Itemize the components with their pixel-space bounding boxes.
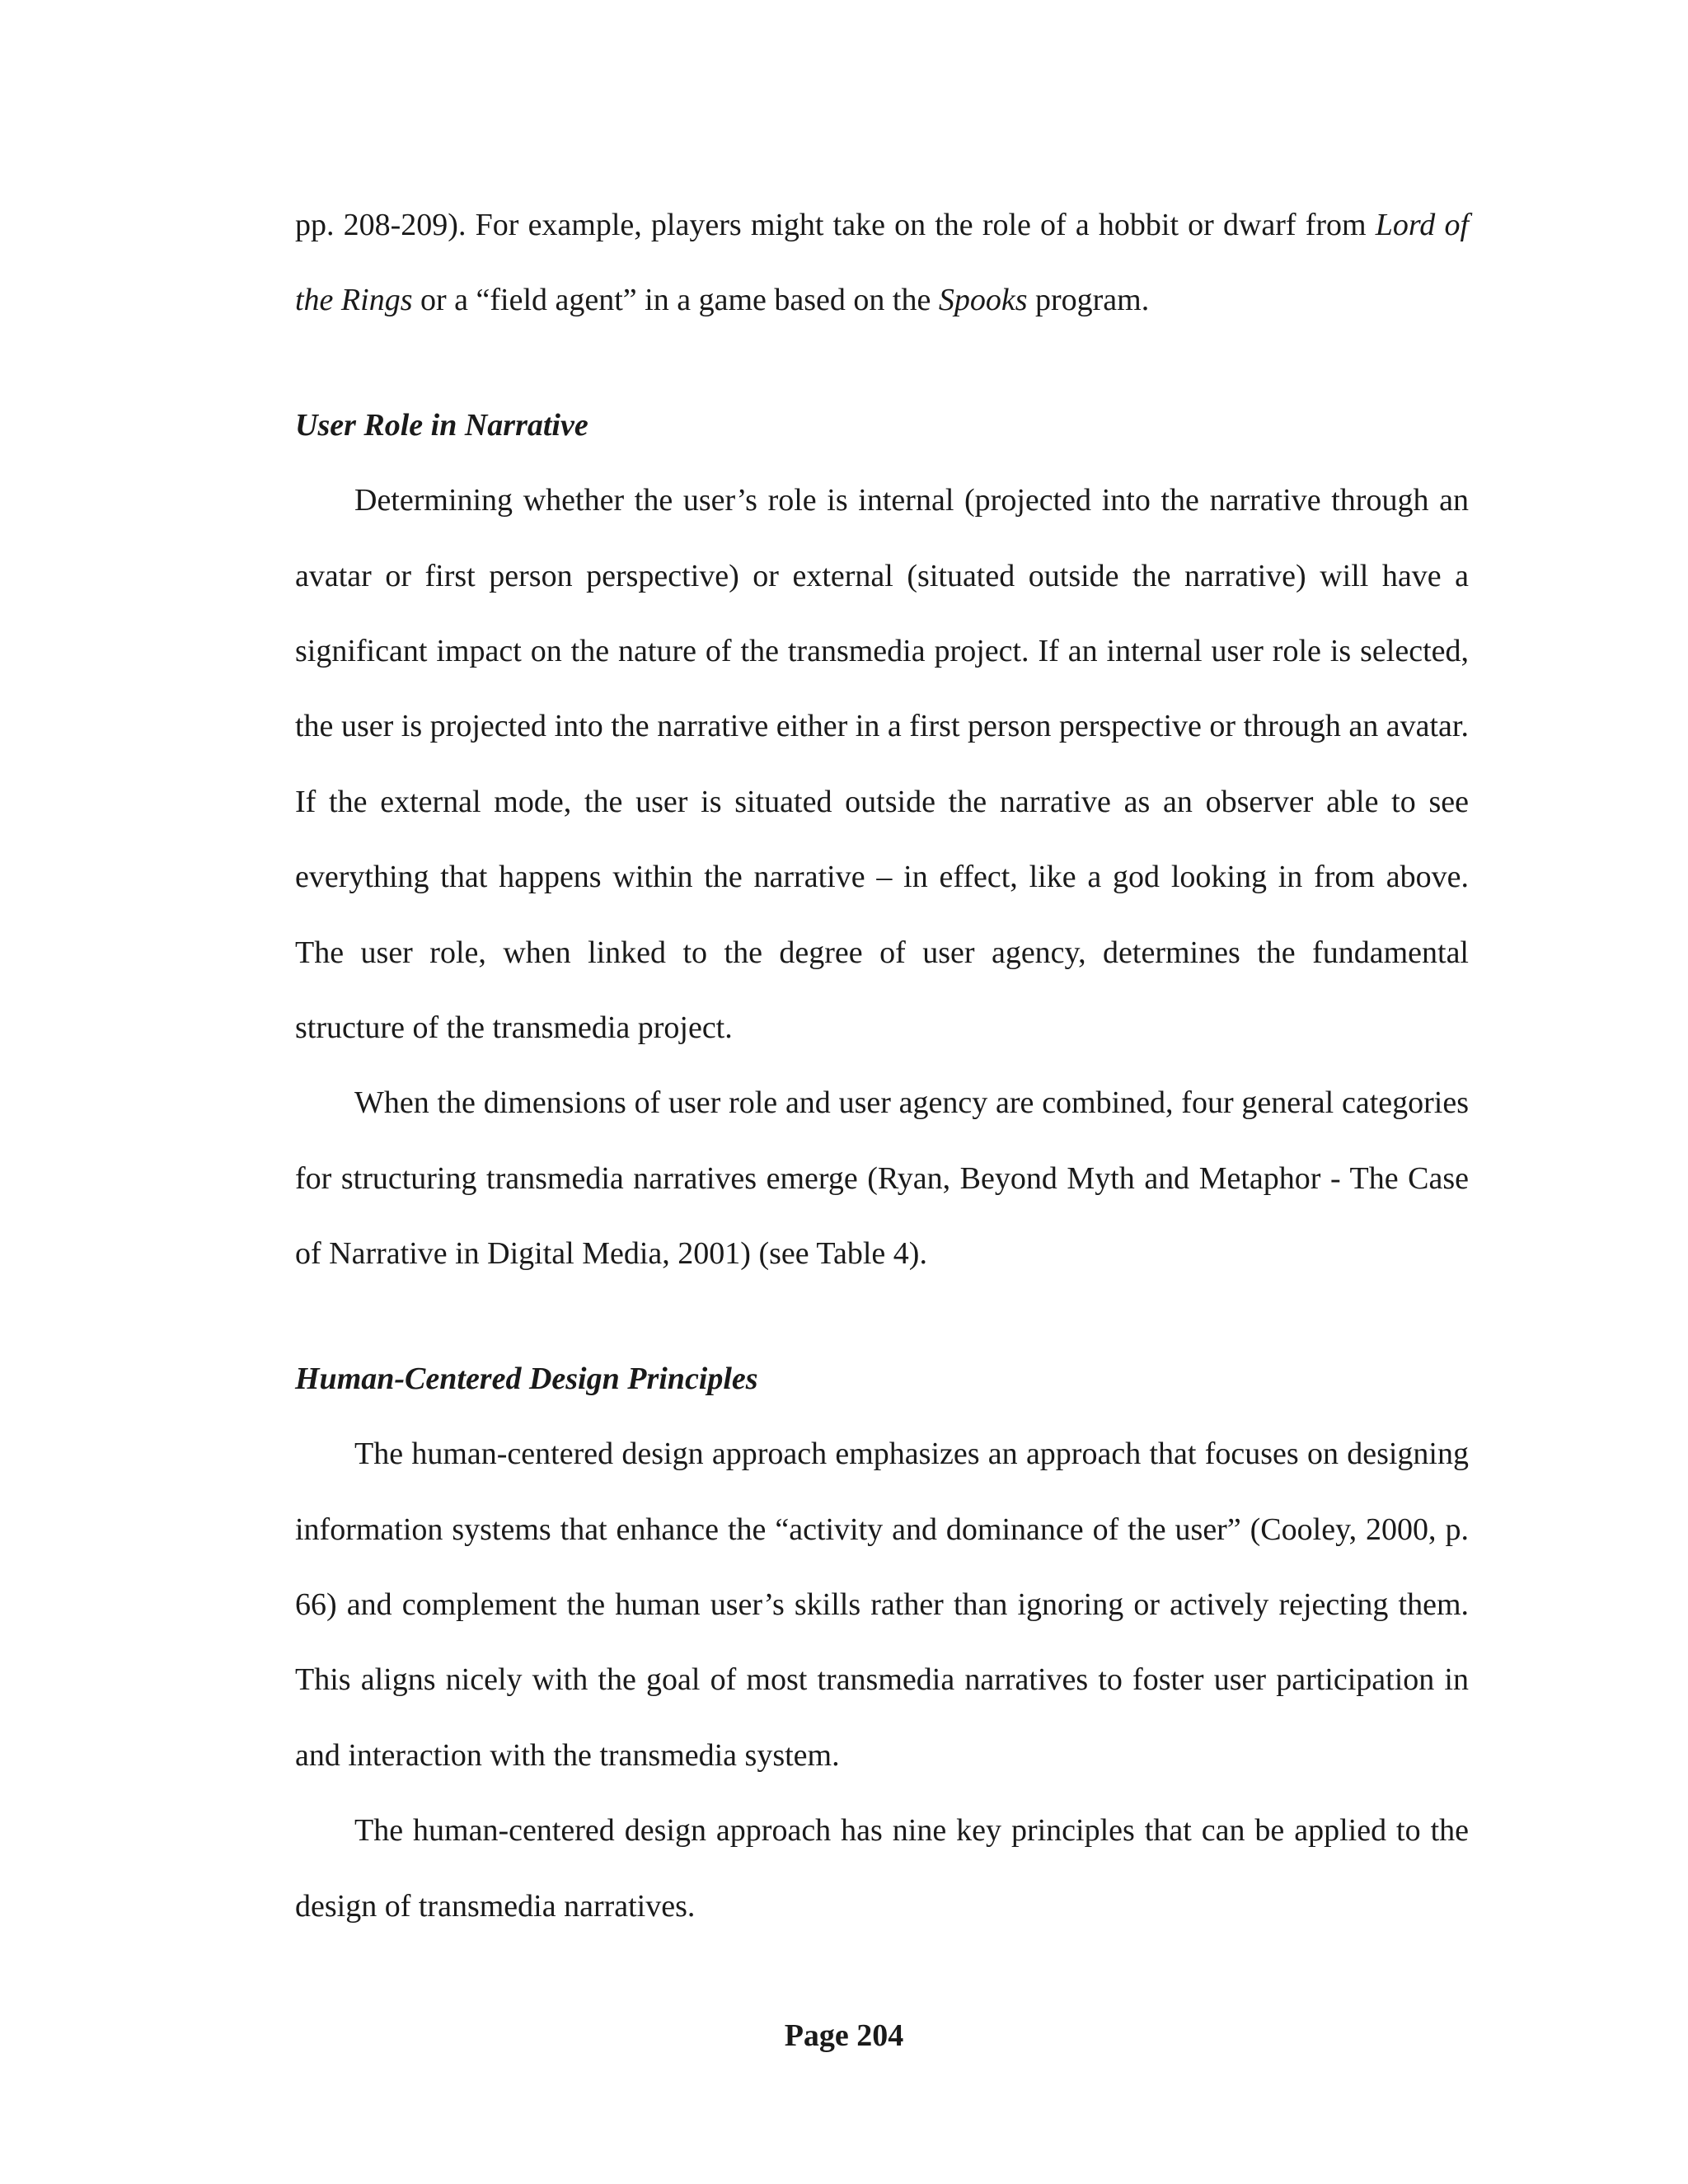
- user-role-paragraph-2: When the dimensions of user role and user agency are combined, four general categories for structuring transmedia narratives emerge (Ryan, Beyond Myth and Metaphor - The Case of Narrative in Digital Media, 2001) (see Table 4).: [295, 1085, 1469, 1272]
- page-body: [295, 188, 1469, 1944]
- intro-italic-title-1: Lord of the Rings: [295, 208, 1470, 318]
- user-role-paragraph-1: Determining whether the user’s role is internal (projected into the narrative through an avatar or first person perspective) or external (situated outside the narrative) will have a significant impact on the nature of the transmedia project. If an internal user role is selected, the user is projected into the narrative either in a first person perspective or through an avatar. If the external mode, the user is situated outside the narrative as an observer able to see everything that happens within the narrative – in effect, like a god looking in from above. The user role, when linked to the degree of user agency, determines the fundamental structure of the transmedia project.: [295, 483, 1469, 1046]
- hcd-paragraph-2: The human-centered design approach has nine key principles that can be applied to the design of transmedia narratives.: [295, 1813, 1469, 1924]
- intro-italic-title-2: Spooks: [938, 283, 1028, 318]
- hcd-paragraph-1: The human-centered design approach emphasizes an approach that focuses on designing information systems that enhance the “activity and dominance of the user” (Cooley, 2000, p. 66) and complement the human user’s skills rather than ignoring or actively rejecting them. This aligns nicely with the goal of most transmedia narratives to foster user participation in and interaction with the transmedia system.: [295, 1436, 1469, 1773]
- intro-text-1: pp. 208-209). For example, players might take on the role of a hobbit or dwarf from: [295, 208, 1376, 242]
- intro-text-2: or a “field agent” in a game based on the: [412, 283, 939, 318]
- section-heading-hcd: Human-Centered Design Principles: [295, 1361, 758, 1396]
- page-number: Page 204: [784, 2018, 904, 2053]
- section-heading-user-role: User Role in Narrative: [295, 407, 588, 443]
- section-gap: [295, 339, 1469, 388]
- section-gap: [295, 1292, 1469, 1342]
- intro-paragraph: [295, 188, 1469, 339]
- intro-text-3: program.: [1027, 283, 1150, 318]
